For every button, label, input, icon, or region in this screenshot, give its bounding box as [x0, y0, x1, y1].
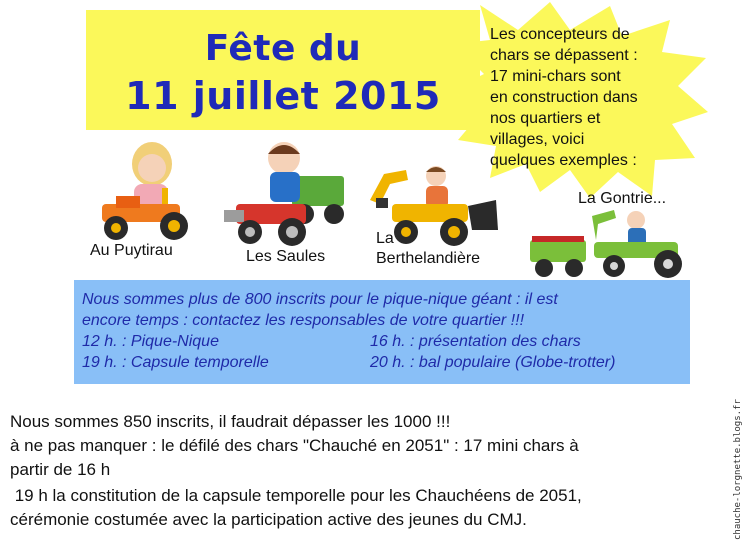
notice-box	[74, 280, 690, 384]
caption-line: 19 h la constitution de la capsule temporelle pour les Chauchéens de 2051,	[10, 486, 582, 505]
intro-line: quelques exemples :	[490, 152, 637, 169]
caption-line: partir de 16 h	[10, 460, 111, 479]
schedule-item: 12 h. : Pique-Nique	[82, 333, 219, 350]
caption-line: cérémonie costumée avec la participation active des jeunes du CMJ.	[10, 510, 527, 529]
watermark: chauche-lorgnette.blogs.fr	[733, 399, 743, 540]
photo-gontrie-tractor	[522, 206, 692, 282]
intro-line: nos quartiers et	[490, 110, 601, 127]
notice-line-2: encore temps : contactez les responsables de votre quartier !!!	[82, 312, 525, 329]
photo-puytirau-tractor	[96, 134, 202, 244]
intro-line: Les concepteurs de	[490, 26, 630, 43]
notice-line-1: Nous sommes plus de 800 inscrits pour le pique-nique géant : il est	[82, 291, 558, 308]
photo-label-saules: Les Saules	[246, 248, 326, 265]
intro-line: en construction dans	[490, 89, 638, 106]
intro-line: 17 mini-chars sont	[490, 68, 621, 85]
title-line-2: 11 juillet 2015	[125, 74, 441, 118]
photo-saules-tractor	[218, 136, 348, 254]
photo-label-puytirau: Au Puytirau	[90, 242, 173, 259]
intro-line: villages, voici	[490, 131, 585, 148]
photo-label-berthelandiere-1: La	[376, 230, 394, 247]
title-banner	[86, 10, 480, 130]
caption-line: Nous sommes 850 inscrits, il faudrait dépasser les 1000 !!!	[10, 412, 451, 431]
title-line-1: Fête du	[204, 28, 362, 69]
schedule-item: 16 h. : présentation des chars	[370, 333, 581, 350]
schedule-item: 20 h. : bal populaire (Globe-trotter)	[370, 354, 616, 371]
caption-line: à ne pas manquer : le défilé des chars "Chauché en 2051" : 17 mini chars à	[10, 436, 579, 455]
intro-line: chars se dépassent :	[490, 47, 638, 64]
intro-text	[490, 24, 690, 171]
photo-label-gontrie: La Gontrie...	[578, 190, 667, 207]
photo-label-berthelandiere-2: Berthelandière	[376, 250, 481, 267]
schedule-item: 19 h. : Capsule temporelle	[82, 354, 269, 371]
